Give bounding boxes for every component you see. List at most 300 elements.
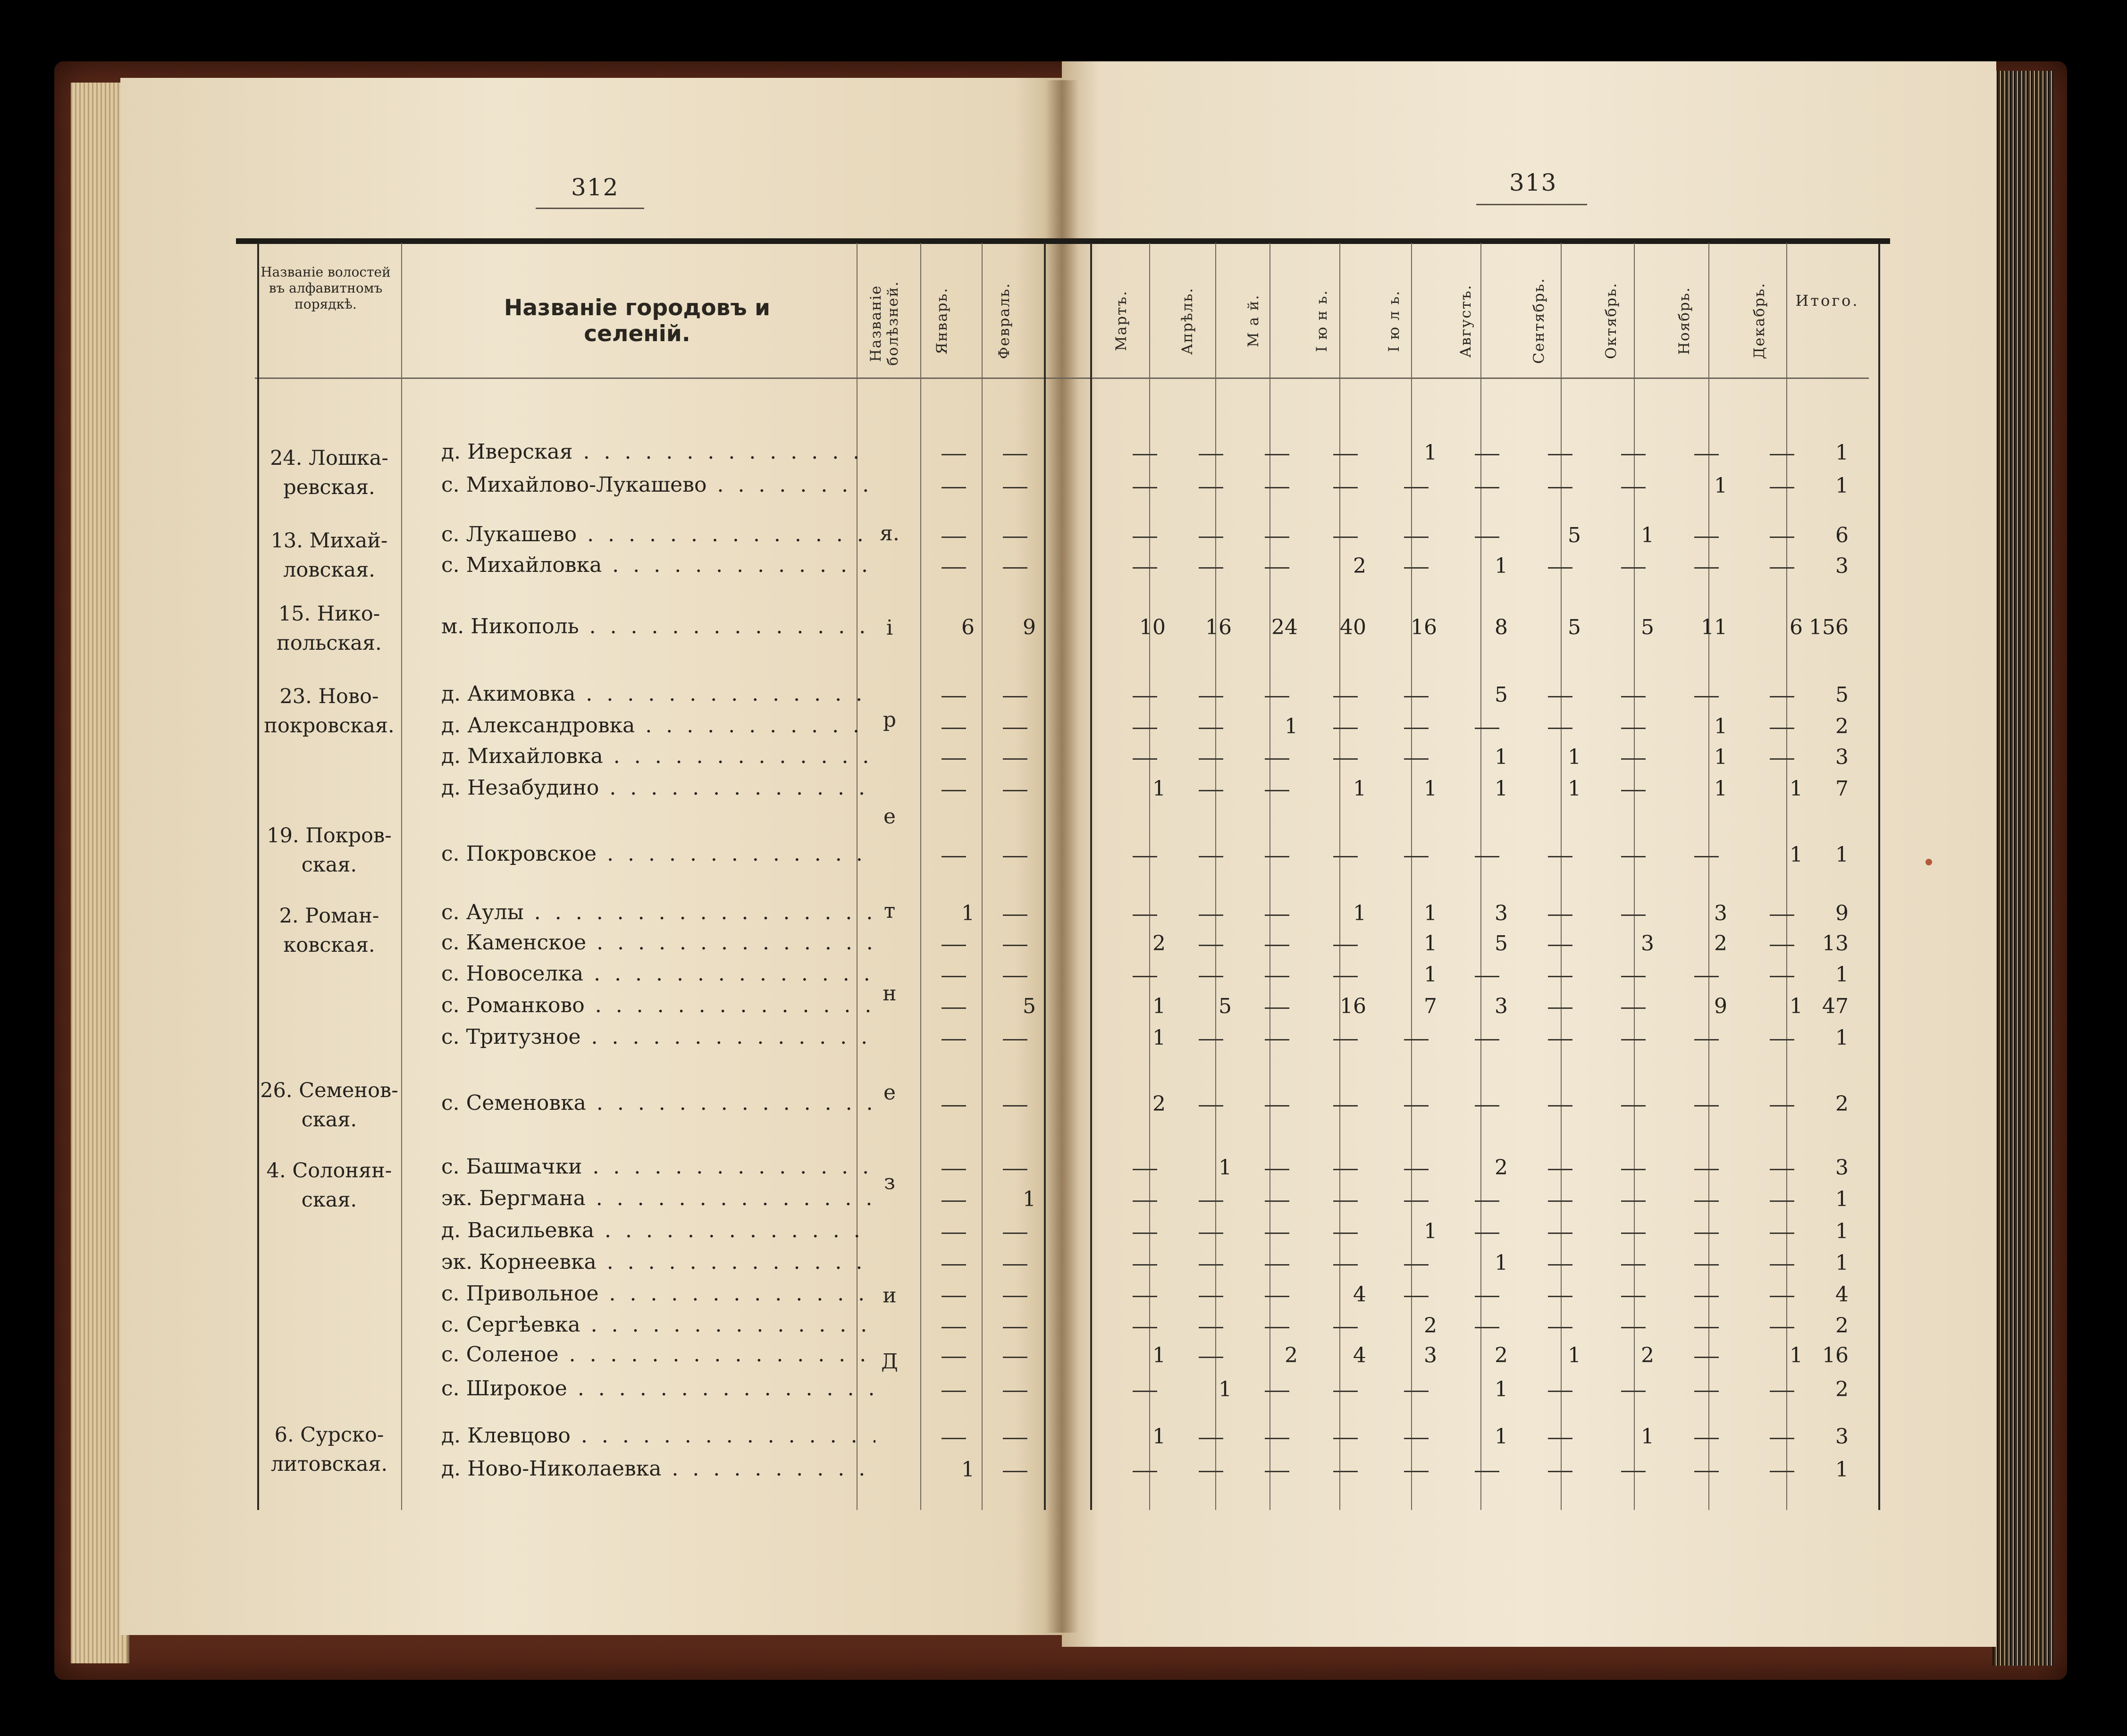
disease-letter: я.	[880, 521, 900, 545]
page-number-left: 312	[571, 174, 619, 201]
dash-cell	[1770, 1169, 1794, 1170]
disease-letter: и	[883, 1283, 897, 1308]
dash-cell	[1199, 696, 1223, 697]
header-volost: Названіе волостей въ алфавитномъ порядкѣ.	[261, 264, 391, 312]
dash-cell	[1694, 1391, 1719, 1392]
dash-cell	[1333, 487, 1358, 488]
dash-cell	[1770, 1039, 1794, 1040]
dash-cell	[1548, 945, 1572, 946]
dash-cell	[1475, 728, 1499, 729]
dash-cell	[1199, 790, 1223, 791]
dash-cell	[1694, 856, 1719, 857]
value-cell: 16	[1205, 615, 1232, 639]
dash-cell	[1133, 1391, 1157, 1392]
value-cell: 9	[1023, 615, 1036, 639]
value-cell: 1	[1641, 1425, 1654, 1449]
dash-cell	[1770, 1105, 1794, 1107]
dash-cell	[1548, 454, 1572, 455]
disease-letter: Д	[881, 1350, 898, 1374]
dash-cell	[1548, 1233, 1572, 1234]
place-name: с. Тритузное . . .	[441, 1025, 875, 1049]
column-rule	[1339, 243, 1340, 1510]
value-cell: 1	[1714, 745, 1727, 769]
dash-cell	[1621, 487, 1646, 488]
dash-cell	[1265, 454, 1289, 455]
dash-cell	[1333, 1391, 1358, 1392]
dash-cell	[1133, 758, 1157, 760]
book-gutter	[1045, 80, 1078, 1633]
header-month: Мартъ.	[1113, 290, 1130, 352]
value-cell: 1	[1424, 1219, 1437, 1243]
dash-cell	[1621, 976, 1646, 977]
value-cell: 1	[1424, 901, 1437, 925]
dash-cell	[1548, 976, 1572, 977]
place-name: с. Семеновка . . .	[441, 1091, 875, 1115]
dash-cell	[1475, 856, 1499, 857]
dash-cell	[1333, 1039, 1358, 1040]
dash-cell	[1003, 856, 1027, 857]
dash-cell	[942, 856, 966, 857]
dash-cell	[1265, 1039, 1289, 1040]
dash-cell	[1265, 856, 1289, 857]
dash-cell	[1621, 1296, 1646, 1297]
dash-cell	[1265, 537, 1289, 538]
dash-cell	[1199, 1438, 1223, 1439]
total-cell: 1	[1835, 963, 1849, 987]
place-name: с. Башмачки . . .	[441, 1155, 875, 1179]
value-cell: 1	[1152, 994, 1166, 1018]
dash-cell	[1333, 1438, 1358, 1439]
dash-cell	[1770, 1327, 1794, 1328]
dash-cell	[1621, 1233, 1646, 1234]
dash-cell	[1003, 1233, 1027, 1234]
table-top-rule	[236, 238, 1890, 244]
page-number-right: 313	[1509, 169, 1557, 196]
disease-letter: р	[883, 708, 897, 732]
dash-cell	[1199, 454, 1223, 455]
volost-name: 13. Михай- ловская.	[270, 529, 388, 582]
dash-cell	[1133, 1471, 1157, 1472]
value-cell: 2	[1495, 1343, 1508, 1367]
value-cell: 1	[1495, 1425, 1508, 1449]
dash-cell	[1133, 537, 1157, 538]
value-cell: 4	[1353, 1343, 1366, 1367]
dash-cell	[1770, 945, 1794, 946]
dash-cell	[1199, 1264, 1223, 1266]
dash-cell	[1133, 1200, 1157, 1202]
dash-cell	[1003, 454, 1027, 455]
value-cell: 1	[961, 1458, 975, 1482]
value-cell: 5	[1641, 615, 1654, 639]
value-cell: 1	[1790, 994, 1803, 1018]
dash-cell	[1548, 567, 1572, 569]
header-month: І ю н ь.	[1313, 289, 1330, 352]
value-cell: 1	[961, 901, 975, 925]
volost-name: 15. Нико- польская.	[277, 602, 382, 655]
dash-cell	[1199, 856, 1223, 857]
value-cell: 40	[1340, 615, 1366, 639]
dash-cell	[1265, 1327, 1289, 1328]
dash-cell	[1548, 696, 1572, 697]
dash-cell	[1404, 1471, 1429, 1472]
value-cell: 5	[1023, 994, 1036, 1018]
value-cell: 6	[1790, 615, 1803, 639]
dash-cell	[1003, 914, 1027, 916]
place-name: д. Михайловка . . .	[441, 744, 875, 768]
dash-cell	[1621, 758, 1646, 760]
total-cell: 16	[1822, 1343, 1849, 1367]
volost-name: 26. Семенов- ская.	[260, 1079, 398, 1132]
value-cell: 3	[1714, 901, 1727, 925]
volost-name: 2. Роман- ковская.	[279, 904, 379, 957]
dash-cell	[1770, 1438, 1794, 1439]
dash-cell	[942, 790, 966, 791]
dash-cell	[1548, 1200, 1572, 1202]
value-cell: 2	[1152, 1092, 1166, 1116]
dash-cell	[1265, 1200, 1289, 1202]
dash-cell	[1621, 1391, 1646, 1392]
dash-cell	[942, 728, 966, 729]
total-cell: 3	[1835, 1425, 1849, 1449]
value-cell: 1	[1568, 745, 1581, 769]
value-cell: 1	[1285, 714, 1298, 738]
place-name: д. Ново-Николаевка . . .	[441, 1457, 875, 1481]
dash-cell	[1404, 1200, 1429, 1202]
dash-cell	[1694, 1438, 1719, 1439]
right-page-edges	[1992, 71, 2054, 1666]
dash-cell	[1694, 537, 1719, 538]
dash-cell	[1475, 1233, 1499, 1234]
place-name: с. Покровское . . .	[441, 842, 875, 866]
dash-cell	[1133, 567, 1157, 569]
dash-cell	[1694, 1169, 1719, 1170]
column-rule	[1634, 243, 1635, 1510]
dash-cell	[1199, 1471, 1223, 1472]
value-cell: 1	[1495, 1251, 1508, 1275]
dash-cell	[942, 537, 966, 538]
dash-cell	[1265, 976, 1289, 977]
dash-cell	[1475, 976, 1499, 977]
dash-cell	[1694, 1296, 1719, 1297]
column-rule	[1269, 243, 1270, 1510]
total-cell: 13	[1822, 931, 1849, 956]
dash-cell	[1199, 537, 1223, 538]
dash-cell	[1003, 1327, 1027, 1328]
value-cell: 9	[1714, 994, 1727, 1018]
dash-cell	[1770, 1200, 1794, 1202]
value-cell: 1	[1641, 523, 1654, 547]
value-cell: 1	[1152, 777, 1166, 801]
value-cell: 5	[1495, 931, 1508, 956]
disease-letter: е	[883, 1081, 896, 1105]
disease-letter: н	[883, 981, 897, 1006]
dash-cell	[1621, 1327, 1646, 1328]
dash-cell	[1621, 1200, 1646, 1202]
value-cell: 16	[1411, 615, 1437, 639]
column-rule	[1149, 243, 1150, 1510]
dash-cell	[942, 1039, 966, 1040]
value-cell: 1	[1023, 1187, 1036, 1211]
dash-cell	[1003, 487, 1027, 488]
header-month: Сентябрь.	[1530, 277, 1547, 364]
dash-cell	[1770, 696, 1794, 697]
dash-cell	[942, 1233, 966, 1234]
dash-cell	[1333, 1105, 1358, 1107]
column-rule	[1878, 243, 1880, 1510]
dash-cell	[1265, 487, 1289, 488]
dash-cell	[1199, 1200, 1223, 1202]
place-name: эк. Бергмана . . .	[441, 1186, 875, 1210]
dash-cell	[1621, 914, 1646, 916]
dash-cell	[1694, 1264, 1719, 1266]
total-cell: 1	[1835, 441, 1849, 465]
volost-name: 23. Ново- покровская.	[264, 685, 395, 738]
dash-cell	[1548, 1391, 1572, 1392]
place-name: с. Каменское . . .	[441, 931, 875, 955]
value-cell: 1	[1424, 963, 1437, 987]
dash-cell	[1475, 1327, 1499, 1328]
dash-cell	[1333, 696, 1358, 697]
dash-cell	[1621, 1105, 1646, 1107]
dash-cell	[1333, 728, 1358, 729]
dash-cell	[1475, 1471, 1499, 1472]
dash-cell	[1475, 1296, 1499, 1297]
place-name: с. Сергѣевка . . .	[441, 1313, 875, 1337]
dash-cell	[1265, 790, 1289, 791]
value-cell: 1	[1424, 441, 1437, 465]
total-cell: 9	[1835, 901, 1849, 925]
dash-cell	[1694, 1233, 1719, 1234]
dash-cell	[1133, 976, 1157, 977]
total-cell: 2	[1835, 1314, 1849, 1338]
column-rule	[1480, 243, 1481, 1510]
disease-letter: з	[884, 1170, 895, 1194]
value-cell: 1	[1790, 1343, 1803, 1367]
value-cell: 5	[1568, 615, 1581, 639]
dash-cell	[1133, 1169, 1157, 1170]
dash-cell	[1199, 1105, 1223, 1107]
dash-cell	[1475, 537, 1499, 538]
dash-cell	[1003, 1264, 1027, 1266]
dash-cell	[1694, 1200, 1719, 1202]
dash-cell	[1548, 1105, 1572, 1107]
dash-cell	[1199, 976, 1223, 977]
total-cell: 3	[1835, 745, 1849, 769]
value-cell: 5	[1219, 994, 1232, 1018]
header-month: Октябрь.	[1603, 282, 1620, 360]
dash-cell	[1404, 696, 1429, 697]
dash-cell	[1548, 1471, 1572, 1472]
dash-cell	[1133, 454, 1157, 455]
dash-cell	[1199, 567, 1223, 569]
value-cell: 2	[1285, 1343, 1298, 1367]
dash-cell	[1694, 567, 1719, 569]
dash-cell	[942, 1200, 966, 1202]
volost-name: 24. Лошка- ревская.	[270, 446, 388, 499]
value-cell: 1	[1790, 777, 1803, 801]
dash-cell	[1333, 1169, 1358, 1170]
dash-cell	[1265, 945, 1289, 946]
value-cell: 3	[1495, 994, 1508, 1018]
dash-cell	[1404, 1169, 1429, 1170]
dash-cell	[1548, 728, 1572, 729]
dash-cell	[1548, 1264, 1572, 1266]
page-number-rule-right	[1476, 204, 1587, 205]
dash-cell	[1694, 696, 1719, 697]
header-month: Августъ.	[1457, 284, 1474, 358]
dash-cell	[1548, 1438, 1572, 1439]
volost-name: 6. Сурско- литовская.	[270, 1423, 388, 1476]
dash-cell	[1548, 487, 1572, 488]
dash-cell	[942, 1296, 966, 1297]
value-cell: 1	[1152, 1343, 1166, 1367]
dash-cell	[1548, 1007, 1572, 1009]
dash-cell	[1770, 1391, 1794, 1392]
dash-cell	[1265, 696, 1289, 697]
dash-cell	[1333, 945, 1358, 946]
value-cell: 24	[1271, 615, 1298, 639]
value-cell: 5	[1568, 523, 1581, 547]
dash-cell	[1265, 1233, 1289, 1234]
dash-cell	[942, 487, 966, 488]
value-cell: 4	[1353, 1283, 1366, 1307]
dash-cell	[1548, 856, 1572, 857]
place-name: с. Аулы . . .	[441, 900, 875, 924]
value-cell: 1	[1714, 714, 1727, 738]
total-cell: 1	[1835, 1026, 1849, 1050]
value-cell: 1	[1219, 1377, 1232, 1401]
dash-cell	[1265, 1471, 1289, 1472]
value-cell: 1	[1495, 1377, 1508, 1401]
dash-cell	[1265, 1105, 1289, 1107]
value-cell: 1	[1495, 554, 1508, 578]
dash-cell	[1770, 454, 1794, 455]
dash-cell	[942, 1264, 966, 1266]
dash-cell	[1265, 1169, 1289, 1170]
column-rule	[1044, 243, 1046, 1510]
dash-cell	[942, 1357, 966, 1358]
place-name: с. Привольное . . .	[441, 1282, 875, 1306]
header-month: Апрѣль.	[1179, 287, 1196, 355]
dash-cell	[1621, 1039, 1646, 1040]
volost-name: 19. Покров- ская.	[267, 824, 392, 877]
volost-name: 4. Солонян- ская.	[266, 1159, 392, 1212]
dash-cell	[1404, 1296, 1429, 1297]
dash-cell	[1133, 696, 1157, 697]
value-cell: 1	[1714, 474, 1727, 498]
dash-cell	[1404, 1438, 1429, 1439]
disease-letter: т	[883, 899, 896, 923]
dash-cell	[1621, 728, 1646, 729]
value-cell: 1	[1152, 1026, 1166, 1050]
value-cell: 2	[1714, 931, 1727, 956]
dash-cell	[1404, 758, 1429, 760]
dash-cell	[1199, 1233, 1223, 1234]
dash-cell	[1333, 1471, 1358, 1472]
value-cell: 2	[1641, 1343, 1654, 1367]
dash-cell	[1548, 1039, 1572, 1040]
value-cell: 1	[1424, 777, 1437, 801]
dash-cell	[1694, 454, 1719, 455]
value-cell: 3	[1424, 1343, 1437, 1367]
dash-cell	[1003, 696, 1027, 697]
column-rule	[982, 243, 983, 1510]
dash-cell	[1404, 1264, 1429, 1266]
dash-cell	[1003, 1357, 1027, 1358]
dash-cell	[1548, 1169, 1572, 1170]
value-cell: 8	[1495, 615, 1508, 639]
place-name: м. Никополь . . .	[441, 614, 875, 638]
dash-cell	[942, 758, 966, 760]
dash-cell	[1475, 487, 1499, 488]
value-cell: 2	[1424, 1314, 1437, 1338]
dash-cell	[1265, 1391, 1289, 1392]
header-place: Названіе городовъ и селеній.	[504, 295, 771, 347]
value-cell: 1	[1152, 1425, 1166, 1449]
dash-cell	[1133, 1233, 1157, 1234]
dash-cell	[1404, 1105, 1429, 1107]
place-name: д. Васильевка . . .	[441, 1218, 875, 1242]
value-cell: 1	[1495, 777, 1508, 801]
dash-cell	[1770, 1471, 1794, 1472]
dash-cell	[942, 976, 966, 977]
header-total: Итого.	[1795, 292, 1859, 310]
dash-cell	[1133, 914, 1157, 916]
dash-cell	[1548, 1296, 1572, 1297]
dash-cell	[1621, 1007, 1646, 1009]
disease-letter: е	[883, 805, 896, 829]
value-cell: 16	[1340, 994, 1366, 1018]
dash-cell	[1475, 454, 1499, 455]
dash-cell	[942, 1169, 966, 1170]
dash-cell	[1770, 914, 1794, 916]
dash-cell	[1770, 537, 1794, 538]
dash-cell	[1333, 758, 1358, 760]
value-cell: 3	[1495, 901, 1508, 925]
dash-cell	[1199, 1039, 1223, 1040]
dash-cell	[1621, 454, 1646, 455]
page-number-rule-left	[536, 208, 644, 209]
dash-cell	[1199, 487, 1223, 488]
dash-cell	[1333, 454, 1358, 455]
total-cell: 4	[1835, 1283, 1849, 1307]
place-name: эк. Корнеевка . . .	[441, 1250, 875, 1274]
value-cell: 10	[1139, 615, 1166, 639]
dash-cell	[1548, 1327, 1572, 1328]
dash-cell	[1133, 1264, 1157, 1266]
dash-cell	[1475, 1200, 1499, 1202]
value-cell: 1	[1714, 777, 1727, 801]
dash-cell	[1770, 758, 1794, 760]
place-name: с. Новоселка . . .	[441, 962, 875, 986]
dash-cell	[942, 945, 966, 946]
header-disease: Названіе болѣзней.	[867, 280, 901, 366]
dash-cell	[1003, 1039, 1027, 1040]
dash-cell	[1404, 1039, 1429, 1040]
value-cell: 6	[961, 615, 975, 639]
dash-cell	[1003, 567, 1027, 569]
dash-cell	[1199, 1327, 1223, 1328]
dash-cell	[1475, 1039, 1499, 1040]
total-cell: 1	[1835, 1219, 1849, 1243]
value-cell: 2	[1152, 931, 1166, 956]
place-name: д. Александровка . . .	[441, 713, 875, 738]
total-cell: 1	[1835, 1458, 1849, 1482]
dash-cell	[1404, 567, 1429, 569]
dash-cell	[1133, 856, 1157, 857]
dash-cell	[1003, 1105, 1027, 1107]
dash-cell	[942, 454, 966, 455]
